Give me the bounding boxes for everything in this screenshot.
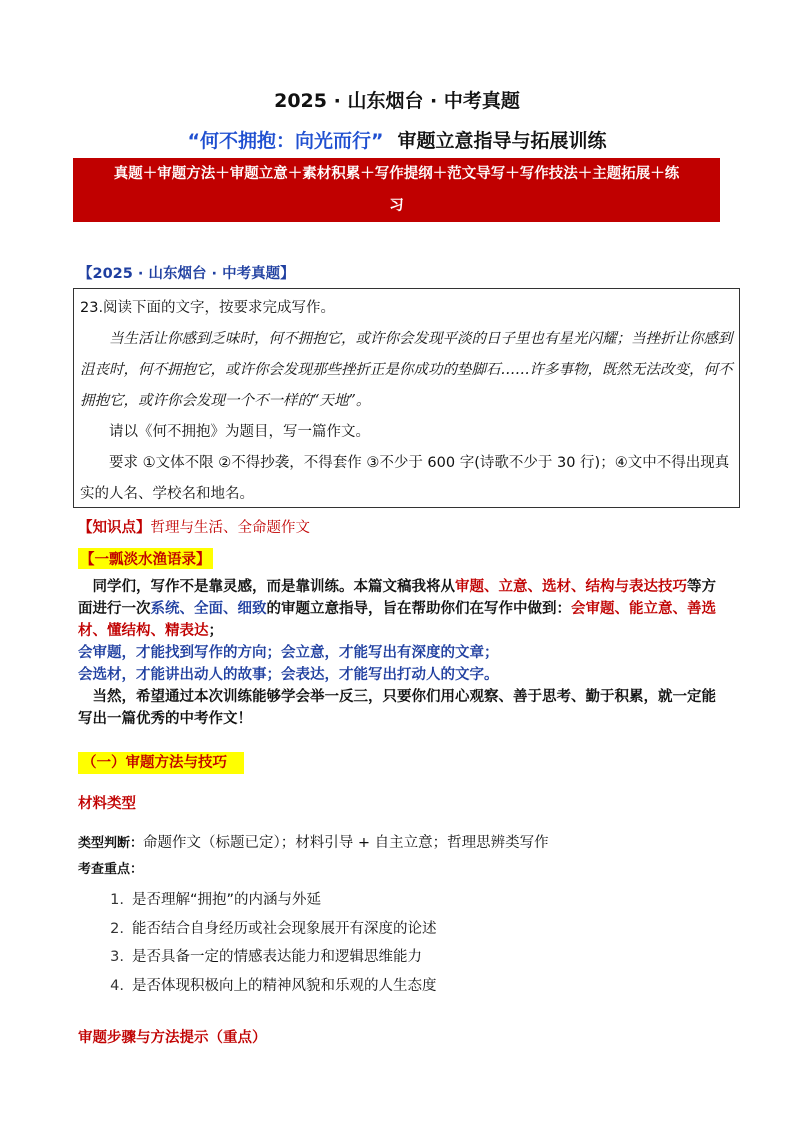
- list-number: 2.: [110, 920, 124, 937]
- list-item: [100, 915, 437, 944]
- knowledge-point: [78, 516, 310, 537]
- question-material: 当生活让你感到乏味时，何不拥抱它，或许你会发现平淡的日子里也有星光闪耀；当挫折让你感到沮丧时，何不拥抱它，或许你会发现那些挫折正是你成功的垫脚石……许多事物，既然无法改变，何不拥抱它，或许你会发现一个不一样的“天地”。: [80, 331, 733, 409]
- intro-text: ；: [208, 623, 223, 639]
- content-banner: [73, 158, 720, 222]
- list-text: 是否体现积极向上的精神风貌和乐观的人生态度: [132, 977, 437, 994]
- doc-subtitle: [0, 126, 794, 153]
- intro-line-3: 会选材，才能讲出动人的故事；会表达，才能写出打动人的文字。: [78, 667, 499, 683]
- question-requirements: 要求 ①文体不限 ②不得抄袭，不得套作 ③不少于 600 字(诗歌不少于 30 行)；④文中不得出现真实的人名、学校名和地名。: [80, 455, 730, 502]
- type-value: 命题作文（标题已定）；材料引导 + 自主立意；哲理思辨类写作: [143, 835, 549, 851]
- list-item: [100, 972, 437, 1001]
- knowledge-text: 哲理与生活、全命题作文: [150, 520, 310, 536]
- steps-heading: 审题步骤与方法提示（重点）: [78, 1030, 267, 1046]
- intro-highlight: 审题、立意、选材、结构与表达技巧: [455, 579, 687, 595]
- material-type-heading: 材料类型: [78, 796, 136, 812]
- question-box: [73, 288, 740, 508]
- list-number: 4.: [110, 977, 124, 994]
- section-heading: （一）审题方法与技巧: [78, 752, 244, 774]
- quote-tag: 【一瓢淡水渔语录】: [78, 548, 213, 569]
- intro-highlight: 会审题、能立意、善选材、懂结构、精表达: [78, 601, 716, 639]
- intro-text: 的审题立意指导，旨在帮助你们在写作中做到：: [266, 601, 571, 617]
- subtitle-quote: “何不拥抱：向光而行”: [187, 130, 384, 152]
- list-item: [100, 943, 437, 972]
- exam-tag: 【2025 · 山东烟台 · 中考真题】: [78, 266, 295, 282]
- question-prompt: 请以《何不拥抱》为题目，写一篇作文。: [109, 424, 370, 440]
- intro-line-2: 会审题，才能找到写作的方向；会立意，才能写出有深度的文章；: [78, 645, 499, 661]
- banner-line-2: 习: [389, 198, 404, 214]
- list-text: 是否理解“拥抱”的内涵与外延: [132, 892, 322, 908]
- question-line: 23.阅读下面的文字，按要求完成写作。: [80, 300, 336, 316]
- list-text: 能否结合自身经历或社会现象展开有深度的论述: [132, 920, 437, 937]
- list-number: 3.: [110, 949, 124, 965]
- doc-title: 2025 · 山东烟台 · 中考真题: [274, 90, 520, 112]
- intro-text: 同学们，写作不是靠灵感，而是靠训练。本篇文稿我将从: [92, 579, 455, 595]
- intro-paragraph-4: 当然，希望通过本次训练能够学会举一反三，只要你们用心观察、善于思考、勤于积累，就一定能写出一篇优秀的中考作文！: [78, 689, 716, 727]
- type-judgement: [78, 831, 549, 852]
- type-label: 类型判断：: [78, 836, 144, 851]
- focus-label: 考查重点：: [78, 862, 144, 877]
- list-number: 1.: [110, 892, 124, 908]
- intro-highlight: 系统、全面、细致: [150, 601, 267, 617]
- list-item: [100, 886, 437, 915]
- banner-line-1: 真题＋审题方法＋审题立意＋素材积累＋写作提纲＋范文导写＋写作技法＋主题拓展＋练: [113, 166, 680, 182]
- intro-text: 等方面进行一次: [78, 579, 716, 617]
- list-text: 是否具备一定的情感表达能力和逻辑思维能力: [132, 949, 422, 965]
- intro-block: [78, 576, 728, 730]
- intro-paragraph-1: [78, 576, 728, 642]
- knowledge-tag: 【知识点】: [78, 520, 151, 536]
- subtitle-rest: 审题立意指导与拓展训练: [397, 130, 607, 152]
- focus-list: [100, 886, 437, 1000]
